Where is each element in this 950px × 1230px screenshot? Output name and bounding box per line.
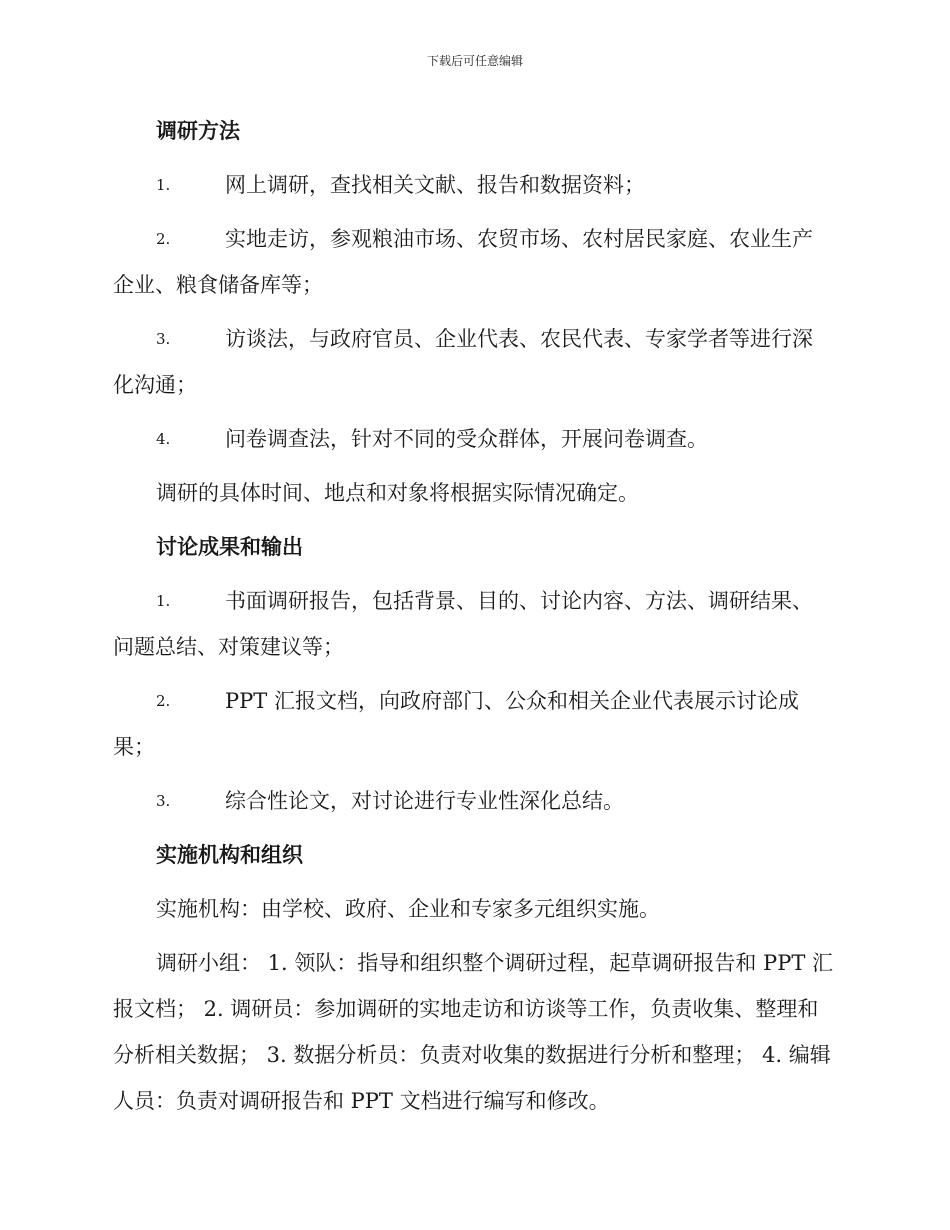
list-item (113, 678, 843, 770)
list-item (113, 578, 843, 670)
paragraph-line: 实施机构：由学校、政府、企业和专家多元组织实施。 (156, 897, 660, 921)
list-item (113, 416, 843, 462)
list-item (113, 162, 843, 208)
list-text-continued: 问题总结、对策建议等； (113, 635, 344, 659)
paragraph-line: 调研小组： 1. 领队：指导和组织整个调研过程，起草调研报告和 PPT 汇 (156, 951, 834, 975)
paragraph (113, 886, 843, 932)
page-header: 下载后可任意编辑 (426, 54, 523, 68)
list-text-continued: 企业、粮食储备库等； (113, 273, 323, 297)
list-text-continued: 果； (113, 735, 155, 759)
paragraph-line: 人员：负责对调研报告和 PPT 文档进行编写和修改。 (113, 1089, 610, 1113)
paragraph (113, 940, 843, 1124)
list-text: 书面调研报告，包括背景、目的、讨论内容、方法、调研结果、 (225, 589, 813, 613)
list-item (113, 316, 843, 408)
list-text: PPT 汇报文档，向政府部门、公众和相关企业代表展示讨论成 (225, 689, 799, 713)
list-number: 4. (156, 430, 171, 448)
list-text: 访谈法，与政府官员、企业代表、农民代表、专家学者等进行深 (225, 327, 813, 351)
list-text: 综合性论文，对讨论进行专业性深化总结。 (225, 789, 624, 813)
list-item (113, 216, 843, 308)
list-text: 问卷调查法，针对不同的受众群体，开展问卷调查。 (225, 427, 708, 451)
list-number: 1. (156, 176, 171, 194)
list-number: 3. (156, 792, 171, 810)
document-body (113, 104, 843, 1132)
list-text-continued: 化沟通； (113, 373, 197, 397)
section-title-output: 讨论成果和输出 (156, 534, 303, 559)
list-number: 3. (156, 330, 171, 348)
list-text: 实地走访，参观粮油市场、农贸市场、农村居民家庭、农业生产 (225, 227, 813, 251)
list-number: 2. (156, 230, 171, 248)
paragraph (113, 470, 843, 516)
paragraph-line: 调研的具体时间、地点和对象将根据实际情况确定。 (156, 481, 639, 505)
list-text: 网上调研，查找相关文献、报告和数据资料； (225, 173, 645, 197)
section-title-method: 调研方法 (156, 118, 240, 143)
list-number: 2. (156, 692, 171, 710)
paragraph-line: 报文档； 2. 调研员：参加调研的实地走访和访谈等工作，负责收集、整理和 (113, 997, 819, 1021)
paragraph-line: 分析相关数据； 3. 数据分析员：负责对收集的数据进行分析和整理； 4. 编辑 (113, 1043, 831, 1067)
list-number: 1. (156, 592, 171, 610)
section-title-org: 实施机构和组织 (156, 842, 303, 867)
list-item (113, 778, 843, 824)
